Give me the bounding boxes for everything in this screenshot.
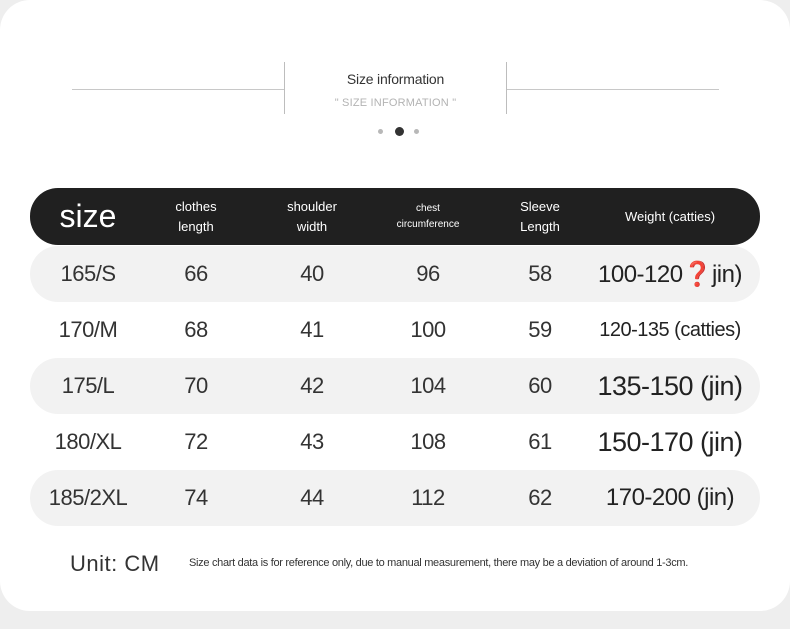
- table-header: [30, 188, 760, 245]
- clothes-length-cell: 72: [184, 429, 208, 454]
- column-header-size: size: [59, 198, 117, 234]
- table-row: [30, 302, 760, 358]
- size-cell: 175/L: [61, 373, 115, 398]
- divider-left: [72, 89, 284, 90]
- table-row: [30, 246, 760, 302]
- weight-cell: 150-170 (jin): [597, 426, 743, 457]
- column-header-sleeve-length: Sleeve Length: [520, 198, 560, 234]
- page-dot-3[interactable]: [414, 129, 419, 134]
- page-dot-2-active[interactable]: [395, 127, 404, 136]
- clothes-length-cell: 66: [184, 261, 208, 286]
- sleeve-cell: 62: [528, 485, 552, 510]
- column-header-chest: chest circumference: [396, 202, 460, 230]
- clothes-length-cell: 68: [184, 317, 208, 342]
- page-subtitle: " SIZE INFORMATION ": [334, 97, 457, 109]
- pagination-dots: [372, 124, 426, 138]
- shoulder-width-cell: 42: [300, 373, 324, 398]
- clothes-length-cell: 70: [184, 373, 208, 398]
- chest-cell: 100: [410, 317, 446, 342]
- chest-cell: 108: [410, 429, 446, 454]
- weight-cell: 170-200 (jin): [605, 484, 735, 511]
- shoulder-width-cell: 43: [300, 429, 324, 454]
- sleeve-cell: 60: [528, 373, 552, 398]
- size-cell: 165/S: [60, 261, 116, 286]
- table-row: [30, 470, 760, 526]
- weight-cell: 100-120❓jin): [598, 260, 742, 288]
- unit-label: Unit: CM: [70, 551, 160, 576]
- chest-cell: 104: [410, 373, 446, 398]
- weight-cell: 135-150 (jin): [597, 370, 743, 401]
- divider-right: [507, 89, 719, 90]
- page-title: Size information: [346, 71, 445, 87]
- size-cell: 170/M: [58, 317, 118, 342]
- shoulder-width-cell: 44: [300, 485, 324, 510]
- section-header: [0, 0, 790, 160]
- size-cell: 185/2XL: [48, 485, 128, 510]
- table-row: [30, 414, 760, 470]
- weight-cell: 120-135 (catties): [599, 318, 741, 341]
- size-cell: 180/XL: [54, 429, 122, 454]
- page-dot-1[interactable]: [378, 129, 383, 134]
- sleeve-cell: 59: [528, 317, 552, 342]
- column-header-clothes-length: clothes length: [175, 198, 217, 234]
- table-row: [30, 358, 760, 414]
- sleeve-cell: 58: [528, 261, 552, 286]
- column-header-weight: Weight (catties): [624, 209, 716, 224]
- column-header-shoulder-width: shoulder width: [287, 198, 337, 234]
- clothes-length-cell: 74: [184, 485, 208, 510]
- shoulder-width-cell: 40: [300, 261, 324, 286]
- divider-vertical-right: [506, 62, 507, 114]
- chest-cell: 96: [416, 261, 440, 286]
- disclaimer-note: Size chart data is for reference only, due to manual measurement, there may be a deviation of around 1-3cm.: [189, 557, 689, 569]
- shoulder-width-cell: 41: [300, 317, 324, 342]
- sleeve-cell: 61: [528, 429, 552, 454]
- chest-cell: 112: [411, 485, 445, 510]
